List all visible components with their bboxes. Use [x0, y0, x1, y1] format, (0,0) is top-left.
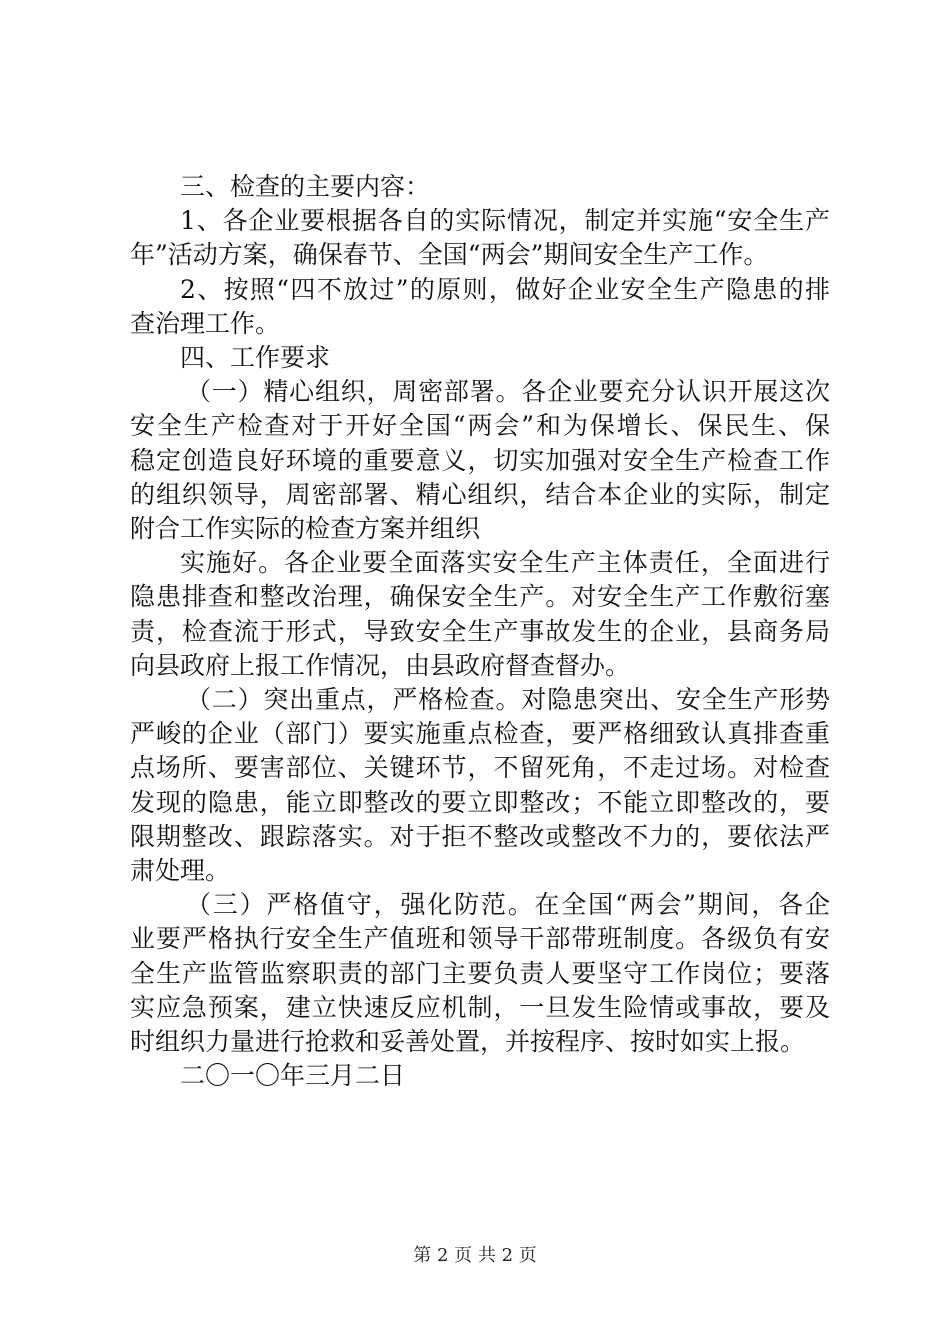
- paragraph-line: 严峻的企业（部门）要实施重点检查，要严格细致认真排查重: [130, 719, 830, 749]
- document-body: [130, 170, 830, 1093]
- paragraph-line: 实施好。各企业要全面落实安全生产主体责任，全面进行: [180, 548, 830, 578]
- paragraph-line: 安全生产检查对于开好全国“两会”和为保增长、保民生、保: [130, 411, 830, 441]
- paragraph-line: 稳定创造良好环境的重要意义，切实加强对安全生产检查工作: [130, 445, 830, 475]
- paragraph-line: 点场所、要害部位、关键环节，不留死角，不走过场。对检查: [130, 753, 830, 783]
- section-heading-3: 三、检查的主要内容：: [180, 172, 431, 201]
- paragraph-line: 肃处理。: [130, 856, 231, 886]
- paragraph-line: 业要严格执行安全生产值班和领导干部带班制度。各级负有安: [130, 924, 830, 954]
- paragraph-line: 向县政府上报工作情况，由县政府督查督办。: [130, 650, 631, 680]
- paragraph-line: （二）突出重点，严格检查。对隐患突出、安全生产形势: [186, 685, 830, 715]
- section-heading-4: 四、工作要求: [180, 343, 331, 373]
- paragraph-line: 查治理工作。: [130, 308, 281, 338]
- paragraph-line: （三）严格值守，强化防范。在全国“两会”期间，各企: [186, 890, 830, 920]
- paragraph-line: （一）精心组织，周密部署。各企业要充分认识开展这次: [186, 377, 830, 407]
- paragraph-line: 时组织力量进行抢救和妥善处置，并按程序、按时如实上报。: [130, 1027, 806, 1057]
- paragraph-line: 1、各企业要根据各自的实际情况，制定并实施“安全生产: [180, 206, 830, 236]
- paragraph-line: 隐患排查和整改治理，确保安全生产。对安全生产工作敷衍塞: [130, 582, 830, 612]
- paragraph-line: 年”活动方案，确保春节、全国“两会”期间安全生产工作。: [130, 240, 769, 270]
- paragraph-line: 发现的隐患，能立即整改的要立即整改；不能立即整改的，要: [130, 787, 830, 817]
- paragraph-line: 实应急预案，建立快速反应机制，一旦发生险情或事故，要及: [130, 992, 830, 1022]
- paragraph-line: 全生产监管监察职责的部门主要负责人要坚守工作岗位；要落: [130, 958, 830, 988]
- paragraph-line: 限期整改、跟踪落实。对于拒不整改或整改不力的，要依法严: [130, 821, 830, 851]
- document-date: 二〇一〇年三月二日: [180, 1061, 406, 1091]
- paragraph-line: 的组织领导，周密部署、精心组织，结合本企业的实际，制定: [130, 479, 830, 509]
- page-footer: 第 2 页 共 2 页: [413, 1245, 537, 1266]
- paragraph-line: 附合工作实际的检查方案并组织: [130, 514, 481, 544]
- paragraph-line: 2、按照“四不放过”的原则，做好企业安全生产隐患的排: [180, 274, 830, 304]
- paragraph-line: 责，检查流于形式，导致安全生产事故发生的企业，县商务局: [130, 616, 830, 646]
